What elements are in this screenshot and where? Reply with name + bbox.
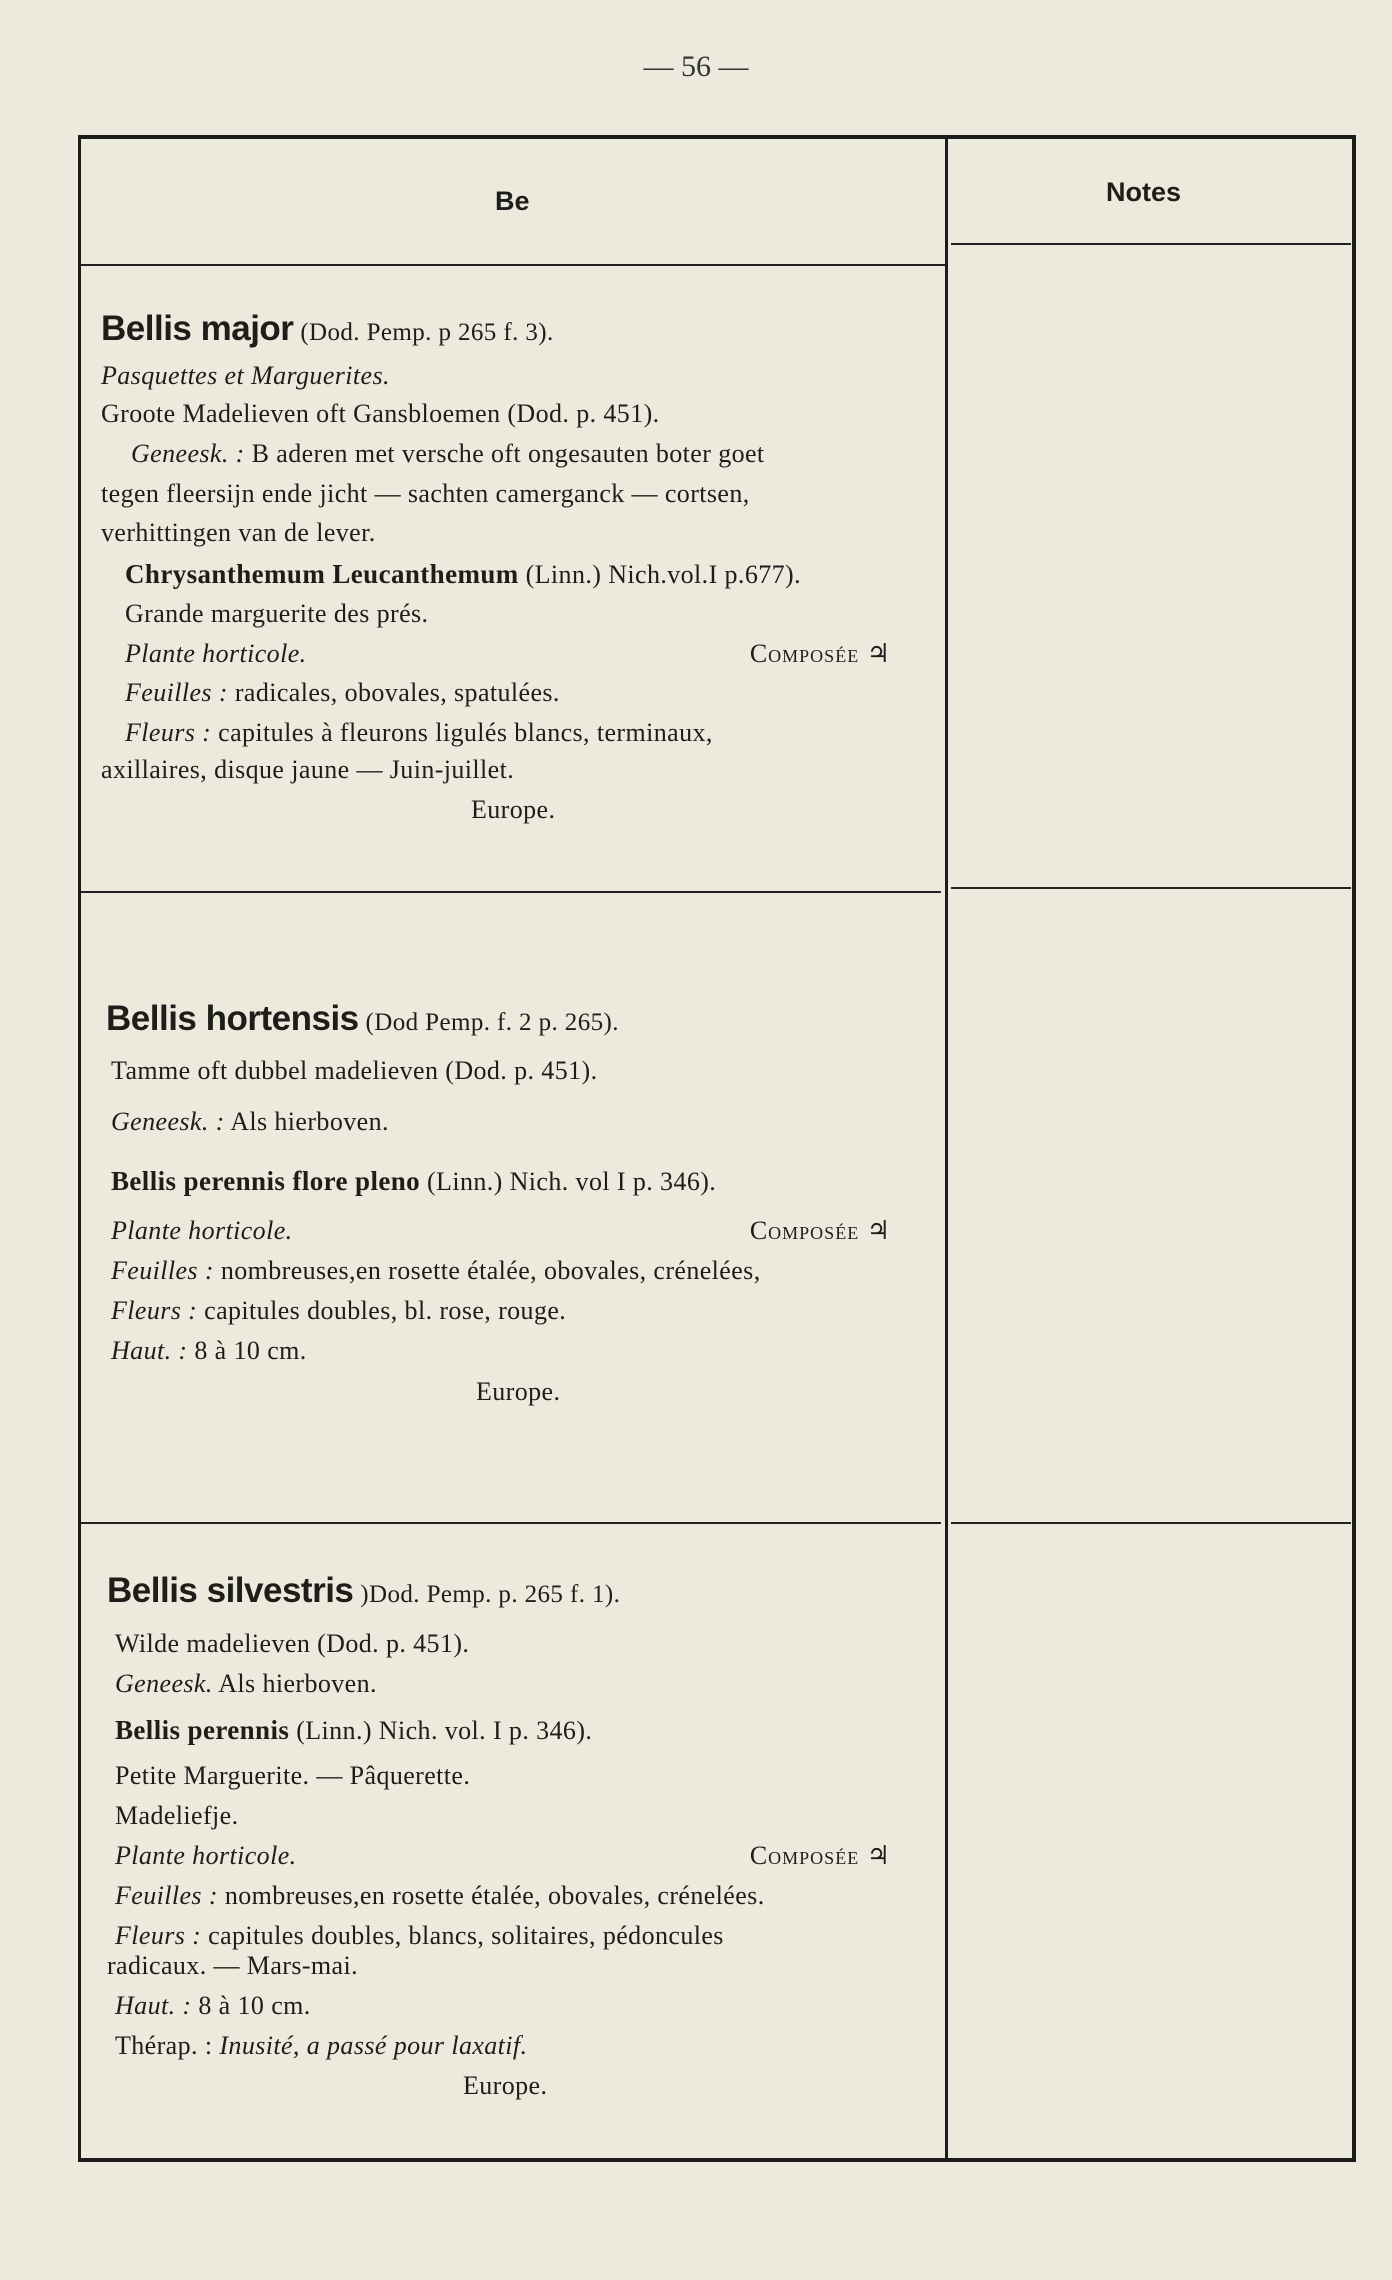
family-tag: Composée ♃ — [749, 1216, 891, 1245]
entry-region: Europe. — [471, 795, 556, 824]
entry-line: axillaires, disque jaune — Juin-juillet. — [101, 755, 515, 784]
entry-line — [115, 2031, 945, 2061]
label-fleurs: Fleurs : — [111, 1296, 198, 1325]
entry-line — [115, 1841, 931, 1871]
label-feuilles: Feuilles : — [111, 1256, 214, 1285]
entry-line — [111, 1107, 941, 1137]
table-frame — [78, 135, 1356, 2162]
entry-line: tegen fleersijn ende jicht — sachten camerganck — cortsen, — [101, 479, 750, 508]
entry-text: Als hierboven. — [230, 1107, 389, 1136]
entry-text: 8 à 10 cm. — [194, 1336, 307, 1365]
synonym-name: Chrysanthemum Leucanthemum — [125, 559, 519, 589]
entry-separator — [81, 1522, 941, 1524]
entry-line: Pasquettes et Marguerites. — [101, 361, 390, 390]
entry-reference: )Dod. Pemp. p. 265 f. 1). — [360, 1581, 621, 1608]
label-haut: Haut. : — [115, 1991, 192, 2020]
notes-separator — [951, 1522, 1351, 1524]
entry-title: Bellis silvestris — [107, 1571, 354, 1610]
entry-text: 8 à 10 cm. — [198, 1991, 311, 2020]
label-geneesk: Geneesk. : — [111, 1107, 225, 1136]
entry-separator — [81, 891, 941, 893]
entry-text: nombreuses,en rosette étalée, obovales, crénelées, — [220, 1256, 761, 1285]
entry-line: verhittingen van de lever. — [101, 518, 376, 547]
entry-title: Bellis hortensis — [106, 999, 359, 1038]
entry-synonym-line — [115, 1715, 945, 1746]
entry-title: Bellis major — [101, 309, 294, 348]
synonym-reference: (Linn.) Nich. vol. I p. 346). — [296, 1716, 593, 1745]
plant-type: Plante horticole. — [125, 639, 307, 668]
synonym-name: Bellis perennis flore pleno — [111, 1166, 421, 1196]
notes-separator — [951, 887, 1351, 889]
entry-line: Wilde madelieven (Dod. p. 451). — [115, 1629, 470, 1658]
label-geneesk: Geneesk. : — [131, 439, 245, 468]
entry-line — [115, 1669, 945, 1699]
entry-text: B aderen met versche oft ongesauten boter goet — [251, 439, 765, 468]
plant-type: Plante horticole. — [115, 1841, 297, 1870]
notes-header-rule — [951, 243, 1351, 245]
entry-region: Europe. — [476, 1377, 561, 1406]
entry-line: radicaux. — Mars-mai. — [107, 1951, 358, 1980]
entry-line: Madeliefje. — [115, 1801, 239, 1830]
entry-line — [131, 439, 931, 469]
entry-line — [111, 1216, 931, 1246]
synonym-name: Bellis perennis — [115, 1715, 290, 1745]
entry-synonym-line — [125, 559, 955, 590]
column-header-notes: Notes — [1106, 177, 1182, 207]
entry-text: radicales, obovales, spatulées. — [234, 678, 560, 707]
entry-line — [111, 1256, 941, 1286]
synonym-reference: (Linn.) Nich.vol.I p.677). — [525, 560, 801, 589]
family-tag: Composée ♃ — [749, 639, 891, 668]
entry-line — [125, 678, 955, 708]
entry-reference: (Dod. Pemp. p 265 f. 3). — [300, 319, 554, 346]
label-geneesk: Geneesk. — [115, 1669, 213, 1698]
label-therap: Thérap. : — [115, 2031, 213, 2060]
header-rule — [81, 264, 945, 266]
entry-line — [115, 1991, 945, 2021]
entry-text: Inusité, a passé pour laxatif. — [219, 2031, 528, 2060]
column-divider — [945, 139, 948, 2158]
label-fleurs: Fleurs : — [115, 1921, 202, 1950]
entry-line — [125, 718, 955, 748]
entry-text: capitules doubles, bl. rose, rouge. — [204, 1296, 567, 1325]
entry-line — [125, 639, 931, 669]
page-number: — 56 — — [643, 50, 749, 83]
entry-line: Petite Marguerite. — Pâquerette. — [115, 1761, 471, 1790]
entry-region: Europe. — [463, 2071, 548, 2100]
entry-line: Tamme oft dubbel madelieven (Dod. p. 451). — [111, 1056, 598, 1085]
entry-text: capitules doubles, blancs, solitaires, pédoncules — [208, 1921, 724, 1950]
entry-line — [111, 1296, 941, 1326]
label-haut: Haut. : — [111, 1336, 188, 1365]
entry-text: capitules à fleurons ligulés blancs, terminaux, — [218, 718, 713, 747]
synonym-reference: (Linn.) Nich. vol I p. 346). — [426, 1167, 717, 1196]
column-header-main: Be — [495, 186, 530, 216]
label-feuilles: Feuilles : — [115, 1881, 218, 1910]
entry-text: nombreuses,en rosette étalée, obovales, crénelées. — [224, 1881, 765, 1910]
entry-line: Grande marguerite des prés. — [125, 599, 429, 628]
entry-reference: (Dod Pemp. f. 2 p. 265). — [365, 1009, 619, 1036]
entry-line — [111, 1336, 941, 1366]
entry-line — [115, 1881, 945, 1911]
entry-text: Als hierboven. — [218, 1669, 377, 1698]
entry-line: Groote Madelieven oft Gansbloemen (Dod. p. 451). — [101, 399, 660, 428]
entry-synonym-line — [111, 1166, 941, 1197]
family-tag: Composée ♃ — [749, 1841, 891, 1870]
plant-type: Plante horticole. — [111, 1216, 293, 1245]
entry-line — [115, 1921, 945, 1951]
label-fleurs: Fleurs : — [125, 718, 212, 747]
label-feuilles: Feuilles : — [125, 678, 228, 707]
